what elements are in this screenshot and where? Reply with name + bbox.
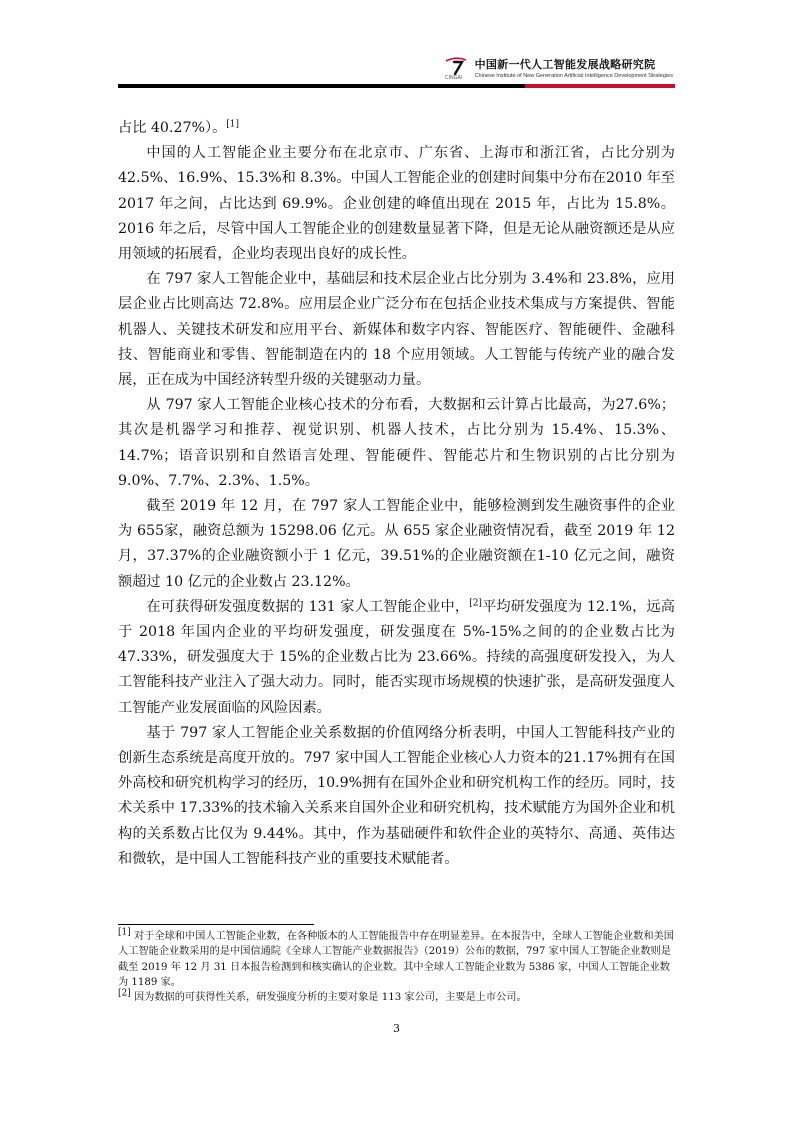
header-rule	[118, 84, 675, 88]
header-text	[475, 56, 673, 79]
cingai-logo-icon	[443, 54, 469, 80]
header-subtitle: Chinese Institute of New Generation Artificial Intelligence Development Strategies	[474, 72, 673, 79]
footnotes	[118, 929, 675, 1005]
paragraph-2: 中国的人工智能企业主要分布在北京市、广东省、上海市和浙江省，占比分别为 42.5%、16.9%、15.3%和 8.3%。中国人工智能企业的创建时间集中分布在2010 年至 2017 年之间，占比达到 69.9%。企业创建的峰值出现在 2015 年，占比为 15.8%。2016 年之后，尽管中国人工智能企业的创建数量显著下降，但是无论从融资额还是从应用领域的拓展看，企业均表现出良好的成长性。	[118, 145, 675, 263]
page-header	[443, 52, 673, 82]
footnote-1: [1] 对于全球和中国人工智能企业数，在各种版本的人工智能报告中存在明显差异。在本报告中，全球人工智能企业数和美国人工智能企业数采用的是中国信通院《全球人工智能产业数据报告》（2019）公布的数据，797 家中国人工智能企业数则是截至 2019 年 12 月 31 日本报告检测到和核实确认的企业数。其中全球人工智能企业数为 5386 家，中国人工智能企业数为 1189 家。	[118, 927, 674, 988]
footnote-ref-1[interactable]: [1]	[226, 119, 240, 130]
header-title: 中国新一代人工智能发展战略研究院	[474, 57, 656, 71]
paragraph-4: 从 797 家人工智能企业核心技术的分布看，大数据和云计算占比最高，为27.6%；其次是机器学习和推荐、视觉识别、机器人技术，占比分别为 15.4%、15.3%、14.7%；语音识别和自然语言处理、智能硬件、智能芯片和生物识别的占比分别为 9.0%、7.7%、2.3%、1.5%。	[118, 397, 675, 489]
paragraph-3: 在 797 家人工智能企业中，基础层和技术层企业占比分别为 3.4%和 23.8%，应用层企业占比则高达 72.8%。应用层企业广泛分布在包括企业技术集成与方案提供、智能机器人、关键技术研发和应用平台、新媒体和数字内容、智能医疗、智能硬件、金融科技、智能商业和零售、智能制造在内的 18 个应用领域。人工智能与传统产业的融合发展，正在成为中国经济转型升级的关键驱动力量。	[118, 271, 675, 389]
paragraph-1: 占比 40.27%）。[1]	[118, 119, 240, 136]
page-number: 3	[393, 1022, 400, 1035]
paragraph-7: 基于 797 家人工智能企业关系数据的价值网络分析表明，中国人工智能科技产业的创新生态系统是高度开放的。797 家中国人工智能企业核心人力资本的21.17%拥有在国外高校和研究机构学习的经历，10.9%拥有在国外企业和研究机构工作的经历。同时，技术关系中 17.33%的技术输入关系来自国外企业和研究机构，技术赋能方为国外企业和机构的关系数占比仅为 9.44%。其中，作为基础硬件和软件企业的英特尔、高通、英伟达和微软，是中国人工智能科技产业的重要技术赋能者。	[118, 724, 675, 867]
document-body	[118, 116, 675, 872]
footnote-2: [2] 因为数据的可获得性关系，研发强度分析的主要对象是 113 家公司，主要是上市公司。	[118, 988, 527, 1004]
paragraph-6: 在可获得研发强度数据的 131 家人工智能企业中，[2]平均研发强度为 12.1%，远高于 2018 年国内企业的平均研发强度，研发强度在 5%-15%之间的的企业数占比为 47.33%，研发强度大于 15%的企业数占比为 23.66%。持续的高强度研发投入，为人工智能科技产业注入了强大动力。同时，能否实现市场规模的快速扩张，是高研发强度人工智能产业发展面临的风险因素。	[118, 598, 675, 716]
svg-text:CINGAI: CINGAI	[444, 75, 462, 80]
footnote-rule	[118, 924, 314, 925]
footnote-ref-2[interactable]: [2]	[469, 598, 482, 609]
paragraph-5: 截至 2019 年 12 月，在 797 家人工智能企业中，能够检测到发生融资事件的企业为 655家，融资总额为 15298.06 亿元。从 655 家企业融资情况看，截至 2019 年 12 月，37.37%的企业融资额小于 1 亿元，39.51%的企业融资额在1-10 亿元之间，融资额超过 10 亿元的企业数占 23.12%。	[118, 498, 675, 590]
